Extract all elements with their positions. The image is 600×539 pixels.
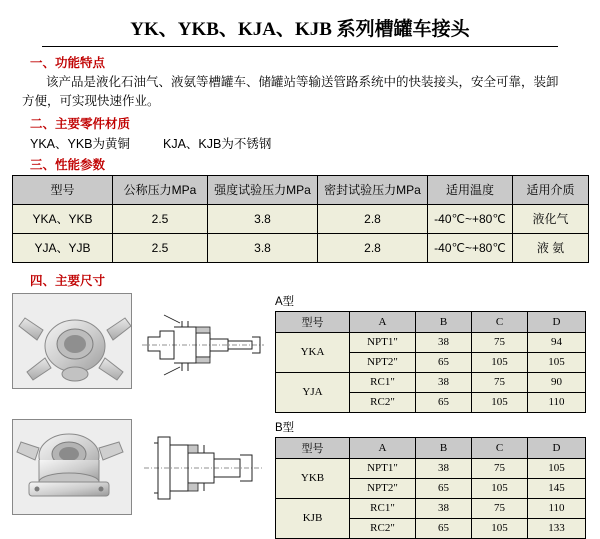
- cell-model: YJA、YJB: [13, 233, 113, 262]
- type-b-block: [12, 419, 588, 539]
- cell-a: NPT1": [350, 458, 416, 478]
- cell-c: 105: [472, 518, 528, 538]
- type-a-label: A型: [275, 295, 295, 308]
- technical-drawing-type-a: [140, 293, 265, 389]
- col-header-model: 型号: [13, 175, 113, 204]
- table-header-row: [276, 311, 586, 332]
- cell-model: YKB: [276, 458, 350, 498]
- cell-seal-test-pressure: 2.8: [318, 204, 428, 233]
- table-header-row: [276, 437, 586, 458]
- dimensions-table-b-wrapper: [275, 419, 588, 539]
- col-header-seal-test-pressure: 密封试验压力MPa: [318, 175, 428, 204]
- cell-b: 65: [416, 352, 472, 372]
- cell-c: 105: [472, 352, 528, 372]
- product-photo-type-a: [12, 293, 132, 389]
- cell-b: 38: [416, 498, 472, 518]
- table-row: [276, 498, 586, 518]
- cell-c: 75: [472, 372, 528, 392]
- materials-stainless: KJA、KJB为不锈钢: [163, 136, 272, 151]
- col-header-c: C: [472, 437, 528, 458]
- table-row: [276, 458, 586, 478]
- cell-c: 75: [472, 332, 528, 352]
- table-row: [13, 204, 589, 233]
- col-header-nominal-pressure: 公称压力MPa: [113, 175, 208, 204]
- cell-temperature: -40℃~+80℃: [428, 204, 513, 233]
- cell-model: YKA: [276, 332, 350, 372]
- title-divider: [42, 46, 558, 47]
- col-header-strength-test-pressure: 强度试验压力MPa: [208, 175, 318, 204]
- cell-d: 105: [528, 352, 586, 372]
- cell-a: NPT2": [350, 352, 416, 372]
- cell-strength-test-pressure: 3.8: [208, 204, 318, 233]
- cell-b: 38: [416, 372, 472, 392]
- table-row: [276, 372, 586, 392]
- cell-a: RC1": [350, 498, 416, 518]
- materials-text: [30, 134, 588, 152]
- cell-d: 94: [528, 332, 586, 352]
- table-row: [13, 233, 589, 262]
- col-header-c: C: [472, 311, 528, 332]
- cell-a: NPT1": [350, 332, 416, 352]
- cell-b: 38: [416, 458, 472, 478]
- dimensions-table-a: [275, 311, 586, 413]
- cell-medium: 液 氨: [513, 233, 589, 262]
- cell-d: 145: [528, 478, 586, 498]
- cell-c: 105: [472, 392, 528, 412]
- technical-drawing-type-b: [140, 419, 265, 515]
- col-header-model: 型号: [276, 437, 350, 458]
- cell-d: 105: [528, 458, 586, 478]
- dimensions-table-b: [275, 437, 586, 539]
- features-text-line1: 该产品是液化石油气、液氨等槽罐车、储罐站等输送管路系统中的快装接头，安全可靠，装卸: [46, 75, 559, 89]
- cell-model: KJB: [276, 498, 350, 538]
- type-b-label: B型: [275, 421, 295, 434]
- cell-c: 75: [472, 458, 528, 478]
- performance-table: [12, 175, 589, 263]
- table-row: [276, 332, 586, 352]
- col-header-model: 型号: [276, 311, 350, 332]
- cell-seal-test-pressure: 2.8: [318, 233, 428, 262]
- col-header-d: D: [528, 437, 586, 458]
- product-photo-type-b: [12, 419, 132, 515]
- cell-nominal-pressure: 2.5: [113, 204, 208, 233]
- table-header-row: [13, 175, 589, 204]
- cell-a: RC1": [350, 372, 416, 392]
- cell-b: 65: [416, 478, 472, 498]
- cell-b: 65: [416, 392, 472, 412]
- col-header-temperature: 适用温度: [428, 175, 513, 204]
- materials-brass: YKA、YKB为黄铜: [30, 136, 131, 151]
- cell-nominal-pressure: 2.5: [113, 233, 208, 262]
- col-header-b: B: [416, 311, 472, 332]
- features-text-line2: 方便，可实现快速作业。: [22, 93, 160, 108]
- cell-temperature: -40℃~+80℃: [428, 233, 513, 262]
- dimensions-table-a-wrapper: [275, 293, 588, 413]
- dimensions-content: [12, 293, 588, 539]
- cell-d: 133: [528, 518, 586, 538]
- cell-d: 110: [528, 498, 586, 518]
- cell-d: 90: [528, 372, 586, 392]
- col-header-medium: 适用介质: [513, 175, 589, 204]
- cell-c: 105: [472, 478, 528, 498]
- col-header-a: A: [350, 437, 416, 458]
- section-heading-performance: 三、性能参数: [30, 157, 106, 172]
- cell-d: 110: [528, 392, 586, 412]
- col-header-d: D: [528, 311, 586, 332]
- cell-b: 38: [416, 332, 472, 352]
- type-a-block: [12, 293, 588, 413]
- page-title: YK、YKB、KJA、KJB 系列槽罐车接头: [130, 19, 470, 40]
- cell-a: RC2": [350, 518, 416, 538]
- col-header-b: B: [416, 437, 472, 458]
- cell-a: RC2": [350, 392, 416, 412]
- cell-model: YJA: [276, 372, 350, 412]
- cell-a: NPT2": [350, 478, 416, 498]
- cell-c: 75: [472, 498, 528, 518]
- col-header-a: A: [350, 311, 416, 332]
- cell-medium: 液化气: [513, 204, 589, 233]
- section-heading-materials: 二、主要零件材质: [30, 116, 131, 131]
- section-heading-features: 一、功能特点: [30, 56, 106, 70]
- cell-model: YKA、YKB: [13, 204, 113, 233]
- section-heading-dimensions: 四、主要尺寸: [30, 273, 106, 288]
- cell-strength-test-pressure: 3.8: [208, 233, 318, 262]
- cell-b: 65: [416, 518, 472, 538]
